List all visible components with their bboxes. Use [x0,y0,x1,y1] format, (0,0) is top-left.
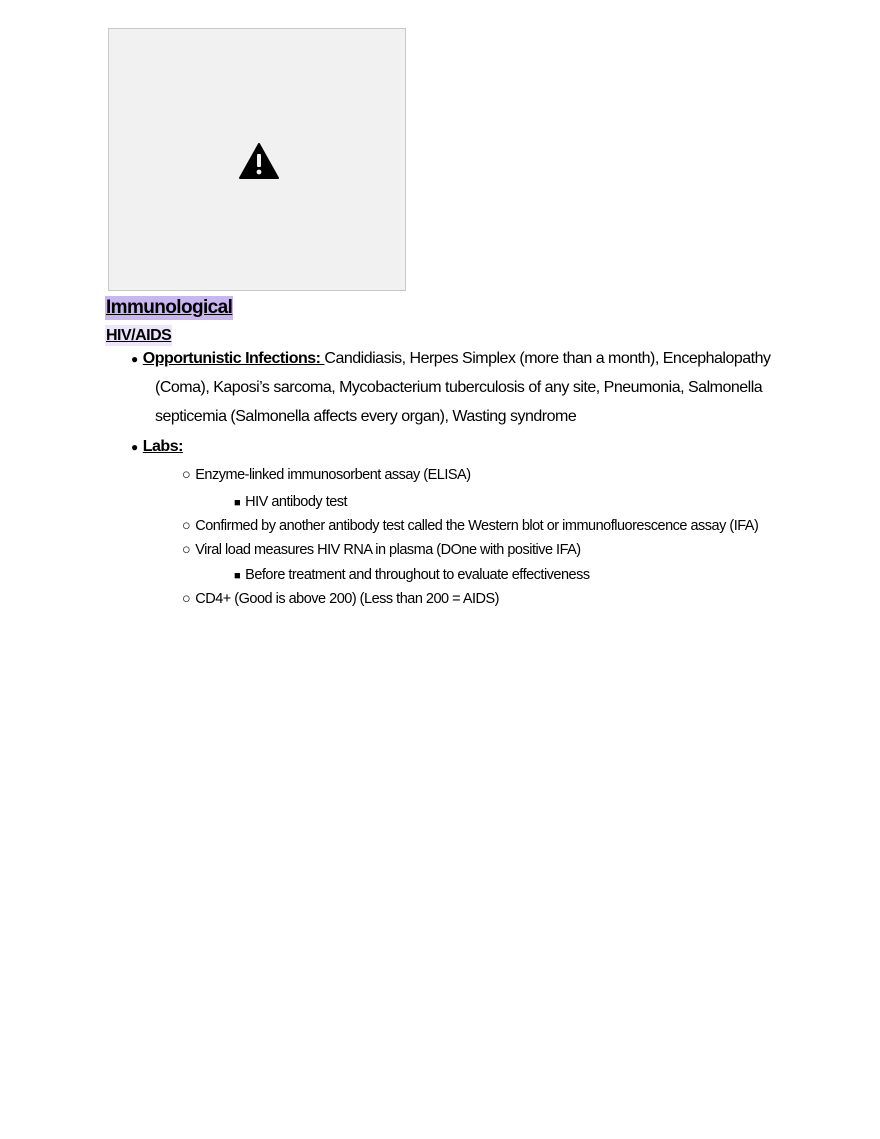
opportunistic-text-line1: Candidiasis, Herpes Simplex (more than a month), Encephalopathy [324,350,771,367]
bullet-filled-icon: ● [131,352,138,366]
bullet-filled-icon: ● [131,440,138,454]
opportunistic-label: Opportunistic Infections: [142,350,325,367]
list-item [234,567,590,583]
opportunistic-text-line2: (Coma), Kaposi’s sarcoma, Mycobacterium tuberculosis of any site, Pneumonia, Salmonella [155,379,763,396]
bullet-hollow-icon: ○ [182,542,191,558]
list-item [182,591,499,607]
list-item [234,494,347,510]
list-item-opportunistic-infections [131,350,771,368]
list-item [182,467,471,483]
lab-item-treatment: Before treatment and throughout to evaluate effectiveness [245,567,590,583]
lab-item-hiv-antibody: HIV antibody test [245,494,348,510]
list-item [182,518,758,534]
lab-item-elisa: Enzyme-linked immunosorbent assay (ELISA) [195,467,471,483]
opportunistic-text-line3: septicemia (Salmonella affects every organ), Wasting syndrome [155,408,577,425]
broken-image-placeholder [108,28,406,291]
bullet-hollow-icon: ○ [182,518,191,534]
warning-triangle-icon [239,143,279,179]
bullet-hollow-icon: ○ [182,467,191,483]
bullet-square-icon: ■ [234,570,241,582]
topic-heading: HIV/AIDS [106,327,172,344]
lab-item-cd4: CD4+ (Good is above 200) (Less than 200 = AIDS) [195,591,500,607]
list-item [182,542,581,558]
section-heading: Immunological [106,297,233,318]
bullet-hollow-icon: ○ [182,591,191,607]
bullet-square-icon: ■ [234,497,241,509]
labs-label: Labs: [142,438,183,455]
lab-item-viral-load: Viral load measures HIV RNA in plasma (DOne with positive IFA) [195,542,581,558]
list-item-labs [131,438,183,456]
lab-item-western-blot: Confirmed by another antibody test called the Western blot or immunofluorescence assay (IFA) [195,518,759,534]
